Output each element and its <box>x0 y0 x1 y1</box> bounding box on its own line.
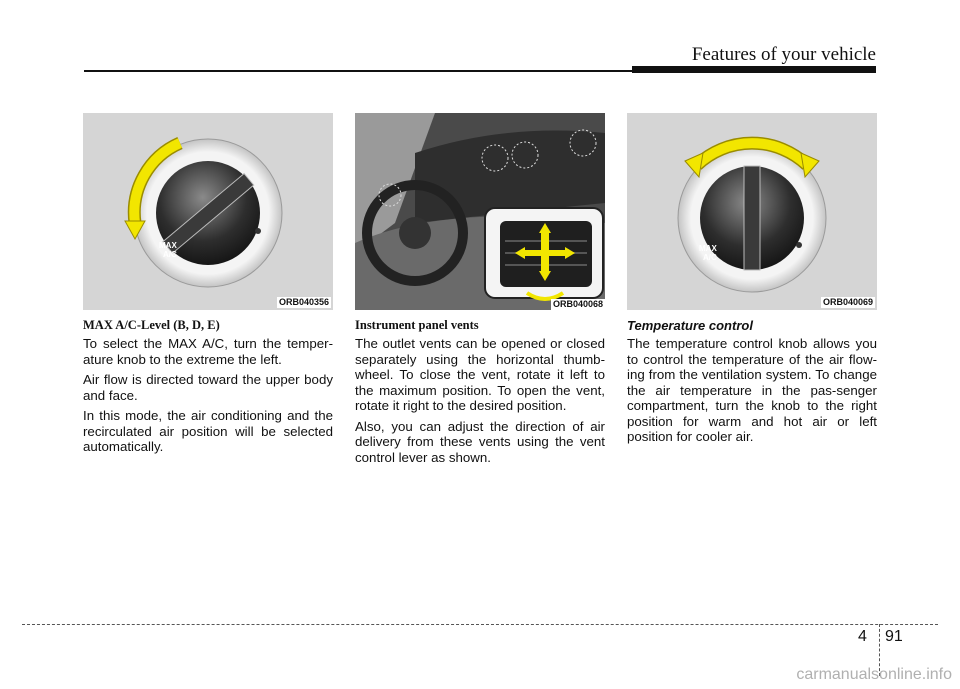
knob-label-max: MAX <box>699 244 717 253</box>
paragraph: To select the MAX A/C, turn the temper-ature knob to the extreme the left. <box>83 336 333 367</box>
page-number: 91 <box>885 628 903 645</box>
section-title: Temperature control <box>627 318 753 333</box>
page-header-title: Features of your vehicle <box>691 44 876 65</box>
paragraph: Air flow is directed toward the upper body and face. <box>83 372 333 403</box>
paragraph: Also, you can adjust the direction of air delivery from these vents using the vent control lever as shown. <box>355 418 605 465</box>
column-instrument-vents <box>355 113 605 470</box>
knob-label-max: MAX <box>159 241 177 250</box>
figure-temperature-knob <box>627 113 877 310</box>
footer-rule <box>22 624 938 625</box>
paragraph: The temperature control knob allows you to control the temperature of the air flow-ing from the ventilation system. To change the air temperature in the pas-senger compartment, turn the knob to the right position for warm and hot air or left position for cooler air. <box>627 336 877 444</box>
paragraph: The outlet vents can be opened or closed separately using the horizontal thumb-wheel. To close the vent, rotate it left to the maximum position. To open the vent, rotate it right to the desired position. <box>355 336 605 413</box>
figure-code: ORB040356 <box>278 297 329 307</box>
chapter-number: 4 <box>858 628 867 645</box>
figure-max-ac-knob <box>83 113 333 310</box>
figure-instrument-panel <box>355 113 605 310</box>
temperature-knob-illustration <box>627 113 877 310</box>
knob-label-ac: A/C <box>163 250 177 259</box>
section-title: Instrument panel vents <box>355 318 479 332</box>
header-rule-accent <box>632 66 876 73</box>
paragraph: In this mode, the air conditioning and the recirculated air position will be selected automatically. <box>83 408 333 454</box>
column-temperature-control <box>627 113 877 450</box>
figure-code: ORB040069 <box>822 297 873 307</box>
knob-label-ac: A/C <box>703 253 717 262</box>
figure-code: ORB040068 <box>552 299 603 309</box>
column-max-ac <box>83 113 333 460</box>
section-title: MAX A/C-Level (B, D, E) <box>83 318 220 332</box>
dashboard-illustration <box>355 113 605 310</box>
watermark: carmanualsonline.info <box>796 666 952 683</box>
max-ac-knob-illustration <box>83 113 333 310</box>
